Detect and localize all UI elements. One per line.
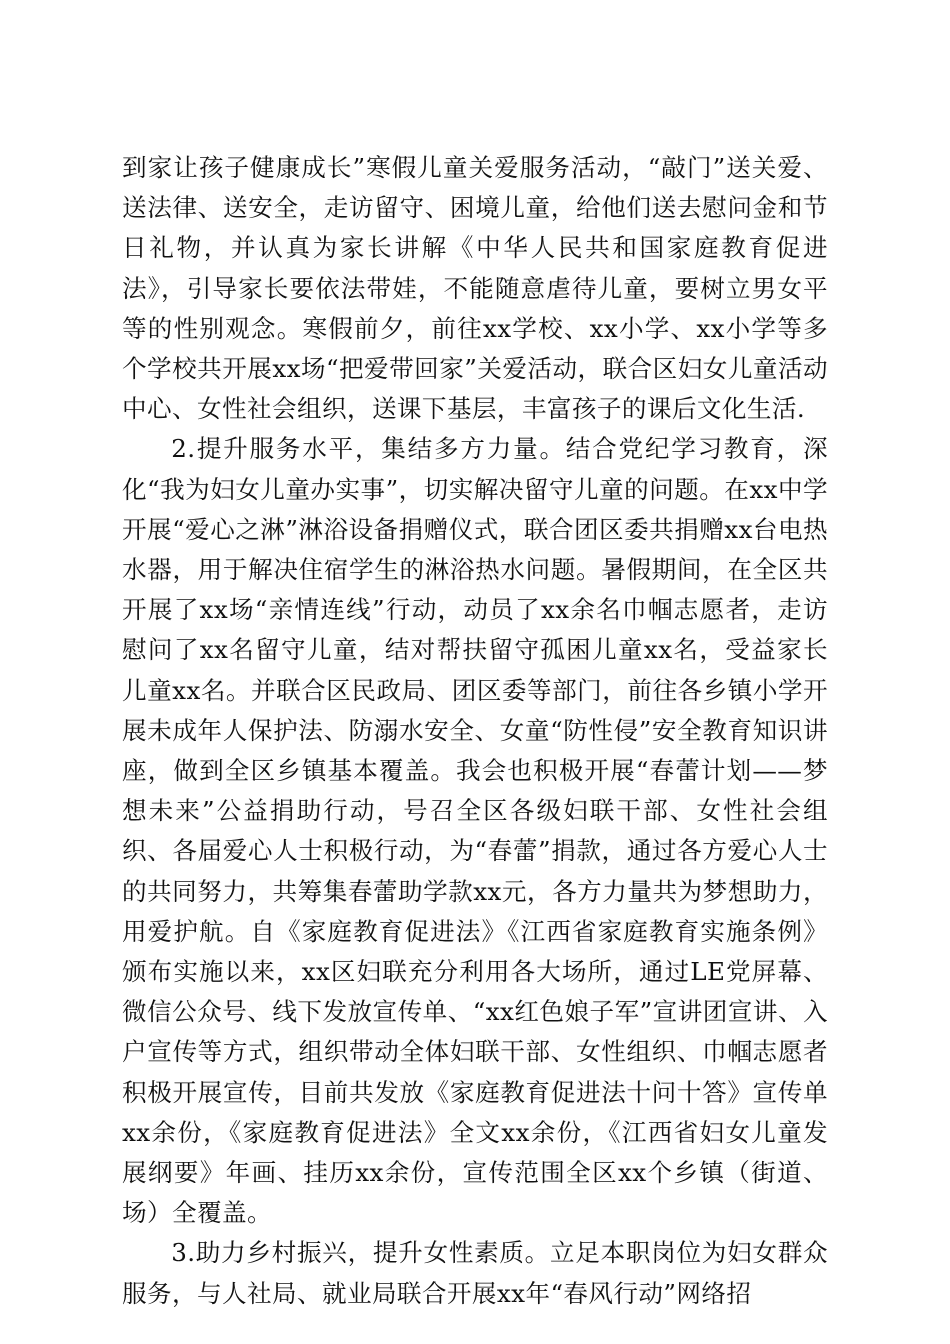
document-body: [122, 148, 828, 1314]
paragraph-service-level: 2.提升服务水平，集结多方力量。结合党纪学习教育，深化“我为妇女儿童办实事”，切实解决留守儿童的问题。在xx中学开展“爱心之淋”淋浴设备捐赠仪式，联合团区委共捐赠xx台电热水器，用于解决住宿学生的淋浴热水问题。暑假期间，在全区共开展了xx场“亲情连线”行动，动员了xx余名巾帼志愿者，走访慰问了xx名留守儿童，结对帮扶留守孤困儿童xx名，受益家长儿童xx名。并联合区民政局、团区委等部门，前往各乡镇小学开展未成年人保护法、防溺水安全、女童“防性侵”安全教育知识讲座，做到全区乡镇基本覆盖。我会也积极开展“春蕾计划——梦想未来”公益捐助行动，号召全区各级妇联干部、女性社会组织、各届爱心人士积极行动，为“春蕾”捐款，通过各方爱心人士的共同努力，共筹集春蕾助学款xx元，各方力量共为梦想助力，用爱护航。自《家庭教育促进法》《江西省家庭教育实施条例》颁布实施以来，xx区妇联充分利用各大场所，通过LE党屏幕、微信公众号、线下发放宣传单、“xx红色娘子军”宣讲团宣讲、入户宣传等方式，组织带动全体妇联干部、女性组织、巾帼志愿者积极开展宣传，目前共发放《家庭教育促进法十问十答》宣传单xx余份，《家庭教育促进法》全文xx余份，《江西省妇女儿童发展纲要》年画、挂历xx余份，宣传范围全区xx个乡镇（街道、场）全覆盖。: [122, 434, 828, 1228]
paragraph-winter-care: 到家让孩子健康成长”寒假儿童关爱服务活动，“敲门”送关爱、送法律、送安全，走访留守、困境儿童，给他们送去慰问金和节日礼物，并认真为家长讲解《中华人民共和国家庭教育促进法》，引导家长要依法带娃，不能随意虐待儿童，要树立男女平等的性别观念。寒假前夕，前往xx学校、xx小学、xx小学等多个学校共开展xx场“把爱带回家”关爱活动，联合区妇女儿童活动中心、女性社会组织，送课下基层，丰富孩子的课后文化生活.: [122, 153, 828, 424]
paragraph-rural-revitalization: 3.助力乡村振兴，提升女性素质。立足本职岗位为妇女群众服务，与人社局、就业局联合开展xx年“春风行动”网络招: [122, 1238, 828, 1308]
